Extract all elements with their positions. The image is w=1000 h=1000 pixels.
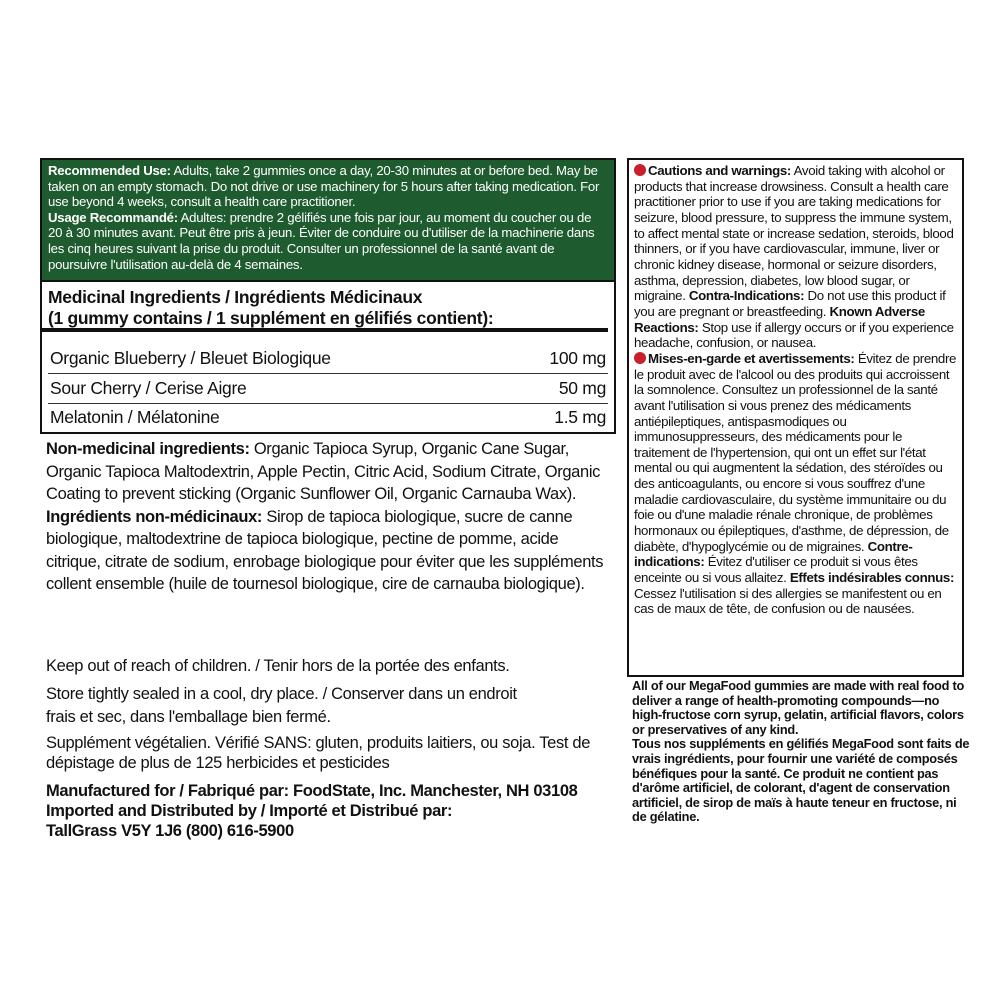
usage-recommande-label: Usage Recommandé:	[48, 209, 178, 225]
megafood-note-en: All of our MegaFood gummies are made with real food to deliver a range of health-promoting compounds—no high-fructose corn syrup, gelatin, artificial flavors, colors or preservatives of any kind.	[632, 678, 965, 737]
ingredient-amount: 1.5 mg	[554, 407, 606, 427]
ingredient-row	[50, 375, 606, 401]
non-medicinal-ingredients	[46, 438, 616, 596]
cautions-text: Avoid taking with alcohol or products that increase drowsiness. Consult a health care practitioner prior to use if you are taking medications for seizure, blood pressure, to suppress the immune system, to affect mental state or increase sedation, steroids, blood thinners, or if you have cardiovascular, immune, liver or chronic kidney disease, hormonal or seizure disorders, asthma, depression, diabetes, low blood sugar, or migraine.	[634, 163, 954, 304]
usage-recommande-text: Adultes: prendre 2 gélifiés une fois par jour, au moment du coucher ou de 20 à 30 minutes avant. Peut être pris à jeun. Éviter de conduire ou d'utiliser de la machinerie dans les cinq heures suivant la prise du produit. Consulter un professionnel de la santé avant de poursuivre l'utilisation au-delà de 4 semaines.	[48, 209, 595, 272]
vegan-statement: Supplément végétalien. Vérifié SANS: gluten, produits laitiers, ou soja. Test de dépistage de plus de 125 herbicides et pesticides	[46, 734, 591, 772]
cautions-label: Cautions and warnings:	[648, 163, 792, 178]
ingredient-name: Organic Blueberry / Bleuet Biologique	[50, 348, 331, 368]
ingredient-amount: 100 mg	[549, 348, 606, 368]
ingredient-amount: 50 mg	[558, 378, 606, 398]
effets-indesirables-label: Effets indésirables connus:	[789, 570, 955, 586]
medicinal-ingredients-header	[42, 282, 608, 332]
row-divider	[48, 373, 608, 374]
ingredient-name: Melatonin / Mélatonine	[50, 407, 220, 427]
manufacturer-info	[46, 781, 616, 841]
effets-indesirables-text: Cessez l'utilisation si des allergies se manifestent ou en cas de maux de tête, de confusion ou de nausées.	[634, 585, 942, 617]
mises-en-garde-text: Évitez de prendre le produit avec de l'alcool ou des produits qui accroissent la somnolence. Consultez un professionnel de la santé avant l'utilisation si vous prenez des médicaments antiépileptiques, antispasmodiques ou immunosuppresseurs, des médicaments pour le traitement de l'hypertension, qui ont un effet sur l'état mental ou qui augmentent la sédation, des stéroïdes ou des anticoagulants, ou encore si vous souffrez d'une maladie cardiovasculaire, du système immunitaire ou du foie ou d'une maladie rénale chronique, de problèmes hormonaux ou épileptiques, d'asthme, de dépression, de diabète, d'hypoglycémie ou de migraines.	[634, 350, 957, 554]
keep-out-of-reach: Keep out of reach of children. / Tenir hors de la portée des enfants.	[46, 657, 510, 675]
recommended-use-text: Adults, take 2 gummies once a day, 20-30 minutes at or before bed. May be taken on an empty stomach. Do not drive or use machinery for 5 hours after taking medication. For use beyond 4 weeks, consult a health care practitioner.	[48, 163, 600, 210]
ingredient-row	[50, 345, 606, 371]
warning-dot-icon	[634, 164, 646, 176]
recommended-use-panel	[40, 158, 616, 282]
non-medicinaux-label: Ingrédients non-médicinaux:	[46, 507, 263, 526]
megafood-note-fr: Tous nos suppléments en gélifiés MegaFood sont faits de vrais ingrédients, pour fournir une variété de composés bénéfiques pour la santé. Ce produit ne contient pas d'arôme artificiel, de colorant, d'agent de conservation artificiel, de sirop de maïs à haute teneur en fructose, ni de gélatine.	[632, 736, 970, 825]
megafood-note	[632, 679, 972, 825]
non-medicinal-text: Organic Tapioca Syrup, Organic Cane Sugar, Organic Tapioca Maltodextrin, Apple Pectin, Citric Acid, Sodium Citrate, Organic Coating to prevent sticking (Organic Sunflower Oil, Organic Carnauba Wax).	[46, 440, 601, 503]
contra-indications-text: Do not use this product if you are pregnant or breastfeeding.	[634, 288, 946, 319]
warning-dot-icon	[634, 352, 646, 364]
manufacturer-line3: TallGrass V5Y 1J6 (800) 616-5900	[46, 822, 294, 840]
contra-indications-label: Contra-Indications:	[688, 288, 805, 304]
ingredient-row	[50, 404, 606, 430]
medicinal-header-line2: (1 gummy contains / 1 supplément en gélifiés contient):	[48, 308, 494, 328]
adverse-reactions-label: Known Adverse Reactions:	[634, 303, 925, 335]
manufacturer-line1: Manufactured for / Fabriqué par: FoodState, Inc. Manchester, NH 03108	[46, 782, 578, 800]
storage-instructions: Store tightly sealed in a cool, dry place. / Conserver dans un endroit frais et sec, dans l'emballage bien fermé.	[46, 685, 517, 726]
cautions-panel	[627, 158, 964, 677]
ingredient-name: Sour Cherry / Cerise Aigre	[50, 378, 247, 398]
non-medicinaux-text: Sirop de tapioca biologique, sucre de canne biologique, maltodextrine de tapioca biologique, pectine de pomme, acide citrique, citrate de sodium, enrobage biologique pour éviter que les suppléments collent ensemble (huile de tournesol biologique, cire de carnauba biologique).	[46, 507, 604, 593]
contre-indications-label: Contre-indications:	[634, 538, 913, 570]
mises-en-garde-label: Mises-en-garde et avertissements:	[648, 350, 855, 366]
non-medicinal-label: Non-medicinal ingredients:	[46, 440, 250, 458]
manufacturer-line2: Imported and Distributed by / Importé et Distribué par:	[46, 802, 453, 820]
adverse-reactions-text: Stop use if allergy occurs or if you experience headache, confusion, or nausea.	[634, 319, 954, 351]
medicinal-ingredients-panel	[40, 282, 616, 434]
recommended-use-label: Recommended Use:	[48, 163, 171, 178]
contre-indications-text: Évitez d'utiliser ce produit si vous êtes enceinte ou si vous allaitez.	[634, 554, 918, 586]
medicinal-header-line1: Medicinal Ingredients / Ingrédients Médicinaux	[48, 287, 423, 307]
